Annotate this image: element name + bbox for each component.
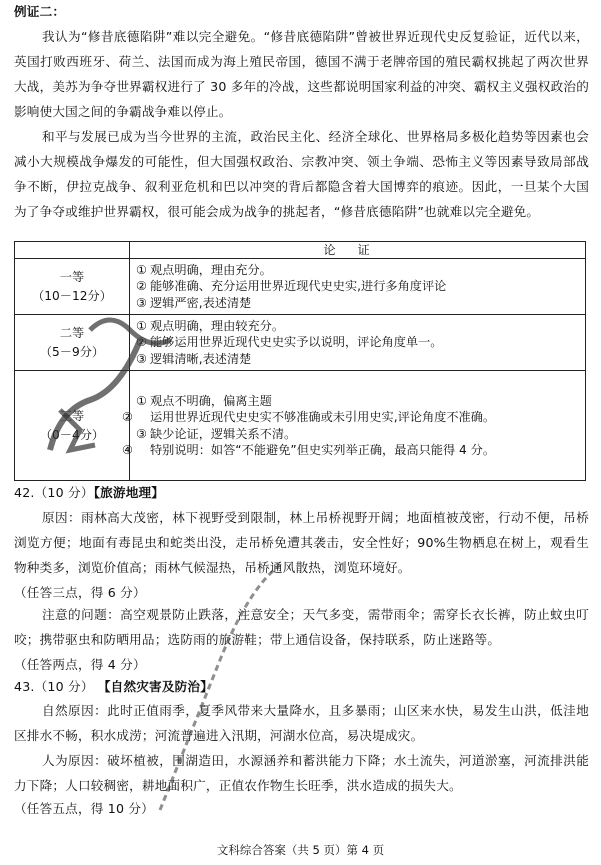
grade-name: 三等 — [59, 408, 85, 423]
q42-reason-score: （任答三点，得 6 分） — [14, 585, 146, 600]
page-footer: 文科综合答案（共 5 页）第 4 页 — [216, 843, 385, 857]
grade-range: （10－12分） — [32, 288, 112, 303]
watermark-graphic — [30, 290, 230, 490]
q42-reason: 原因：雨林高大茂密，林下视野受到限制，林上吊桥视野开阔；地面植被茂密，行动不便，吊桥浏览方便；地面有毒昆虫和蛇类出没，走吊桥免遭其袭击，安全性好；90%生物栖息在树上，观看生物种类多，浏览价值高；雨林气候湿热，吊桥通风散热，浏览环境好。 — [14, 510, 589, 575]
criterion-item: ② 运用世界近现代史史实不够准确或未引用史实,评论角度不准确。 — [122, 410, 496, 424]
criterion-item: ② 能够准确、充分运用世界近现代史史实,进行多角度评论 — [136, 279, 447, 294]
grade-name: 二等 — [59, 325, 85, 340]
criterion-item: ① 观点明确，理由充分。 — [136, 262, 272, 277]
criterion-item: ② 能够运用世界近现代史史实予以说明，评论角度单一。 — [136, 335, 443, 350]
criterion-item: ① 观点明确，理由较充分。 — [136, 318, 285, 333]
q43-human: 人为原因：破坏植被，围湖造田，水源涵养和蓄洪能力下降；水土流失，河道淤塞，河流排洪能力下降；人口较稠密，耕地面积广，正值农作物生长旺季，洪水造成的损失大。 — [14, 753, 589, 793]
grading-table-header-row — [15, 242, 586, 259]
grade-header-blank — [15, 242, 130, 259]
example-label: 例证二： — [14, 4, 66, 19]
grading-table-header: 论证 — [130, 242, 586, 259]
q43-natural: 自然原因：此时正值雨季，夏季风带来大量降水，且多暴雨；山区来水快，易发生山洪，低洼地区排水不畅，积水成涝；河流普遍进入汛期，河湖水位高，易决堤成灾。 — [14, 703, 589, 743]
q42-heading: 42.（10 分）【旅游地理】 — [14, 485, 165, 500]
q43-score: （任答五点，得 10 分） — [14, 801, 154, 816]
q42-notice: 注意的问题：高空观景防止跌落，注意安全；天气多变，需带雨伞；需穿长衣长裤，防止蚊虫叮咬；携带驱虫和防晒用品；选防雨的旅游鞋；带上通信设备，保持联系，防止迷路等。 — [14, 607, 589, 647]
grade-name: 一等 — [59, 269, 85, 284]
criterion-item: ③ 逻辑清晰,表述清楚 — [136, 351, 252, 366]
criterion-item: ① 观点不明确，偏离主题 — [136, 393, 272, 408]
criterion-item: ④ 特别说明：如答“不能避免”但史实列举正确，最高只能得 4 分。 — [122, 443, 496, 457]
q42-notice-score: （任答两点，得 4 分） — [14, 657, 146, 672]
grade-range: （0－4分） — [39, 427, 105, 442]
grade-range: （5－9分） — [39, 344, 105, 359]
criterion-item: ③ 逻辑严密,表述清楚 — [136, 295, 252, 310]
q43-heading: 43.（10 分） 【自然灾害及防治】 — [14, 679, 214, 694]
criterion-item: ③ 缺少论证，逻辑关系不清。 — [136, 426, 297, 441]
example-paragraph-2: 和平与发展已成为当今世界的主流，政治民主化、经济全球化、世界格局多极化趋势等因素也会减小大规模战争爆发的可能性，但大国强权政治、宗教冲突、领土争端、恐怖主义等因素导致局部战争不断，伊拉克战争、叙利亚危机和巴以冲突的背后都隐含着大国博弈的痕迹。因此，一旦某个大国为了争夺或维护世界霸权，很可能会成为战争的挑起者，“修昔底德陷阱”也就难以完全避免。 — [14, 129, 589, 219]
watermark-url-graphic — [150, 560, 290, 820]
example-paragraph-1: 我认为“修昔底德陷阱”难以完全避免。“修昔底德陷阱”曾被世界近现代史反复验证，近代以来，英国打败西班牙、荷兰、法国而成为海上殖民帝国，德国不满于老牌帝国的殖民霸权挑起了两次世界大战，美苏为争夺世界霸权进行了 30 多年的冷战，这些都说明国家利益的冲突、霸权主义强权政治的影响使大国之间的争霸战争难以停止。 — [14, 29, 589, 119]
